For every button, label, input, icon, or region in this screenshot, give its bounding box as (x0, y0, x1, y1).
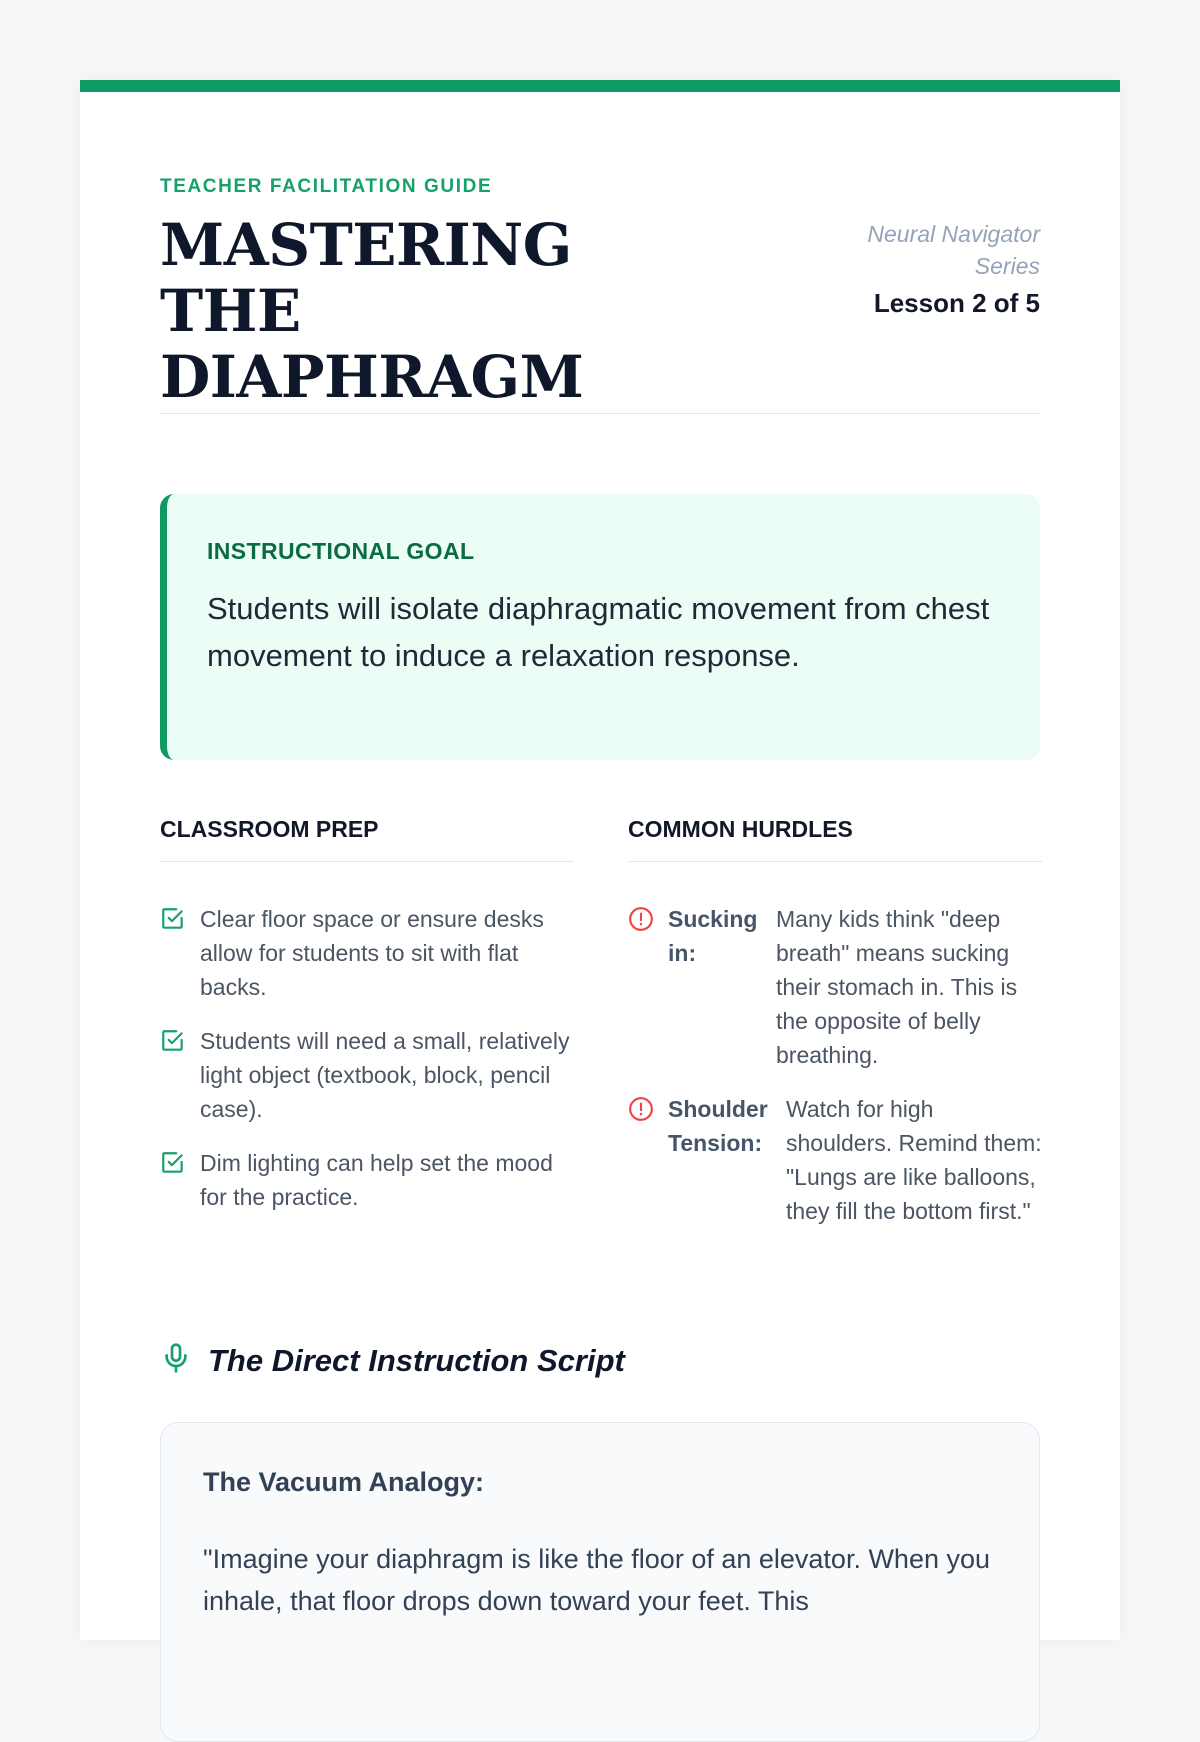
list-item (160, 902, 574, 1004)
page-title: MASTERING THE DIAPHRAGM (160, 211, 584, 411)
hurdle-name: Shoulder Tension: (668, 1096, 768, 1156)
prep-item-text: Clear floor space or ensure desks allow for students to sit with flat backs. (200, 906, 544, 1000)
guide-eyebrow: TEACHER FACILITATION GUIDE (160, 176, 493, 197)
prep-list (160, 902, 574, 1214)
list-item (628, 902, 1042, 1072)
hurdle-name: Sucking in: (668, 906, 758, 966)
list-item (160, 1146, 574, 1214)
guide-header (160, 92, 1040, 414)
checkbox-check-icon (160, 902, 186, 1004)
hurdle-text: Many kids think "deep breath" means sucking their stomach in. This is the opposite of belly breathing. (776, 906, 1018, 1068)
prep-item-text: Students will need a small, relatively light object (textbook, block, pencil case). (200, 1028, 570, 1122)
script-title: The Direct Instruction Script (208, 1342, 625, 1378)
goal-text: Students will isolate diaphragmatic movement from chest movement to induce a relaxation response. (207, 591, 990, 673)
common-hurdles-title: COMMON HURDLES (628, 816, 1042, 862)
hurdle-text: Watch for high shoulders. Remind them: "Lungs are like balloons, they fill the bottom first." (786, 1096, 1042, 1224)
lesson-meta (820, 218, 1040, 319)
common-hurdles-section (628, 816, 1042, 1248)
microphone-icon (160, 1342, 192, 1379)
alert-circle-icon (628, 902, 654, 1072)
list-item (160, 1024, 574, 1126)
script-heading (160, 1342, 625, 1379)
goal-label: INSTRUCTIONAL GOAL (207, 538, 475, 564)
classroom-prep-section (160, 816, 574, 1234)
alert-circle-icon (628, 1092, 654, 1228)
hurdles-list (628, 902, 1042, 1228)
checkbox-check-icon (160, 1024, 186, 1126)
classroom-prep-title: CLASSROOM PREP (160, 816, 574, 862)
list-item (628, 1092, 1042, 1228)
checkbox-check-icon (160, 1146, 186, 1214)
guide-content (160, 92, 1042, 1616)
guide-card (80, 80, 1120, 1640)
script-text: "Imagine your diaphragm is like the floor of an elevator. When you inhale, that floor drops down toward your feet. This (203, 1544, 991, 1616)
prep-item-text: Dim lighting can help set the mood for the practice. (200, 1150, 553, 1210)
script-subtitle: The Vacuum Analogy: (203, 1467, 485, 1497)
instructional-goal-callout (160, 494, 1040, 760)
lesson-number: Lesson 2 of 5 (873, 288, 1040, 318)
series-name: Neural Navigator Series (867, 221, 1040, 279)
script-box (160, 1422, 1040, 1742)
